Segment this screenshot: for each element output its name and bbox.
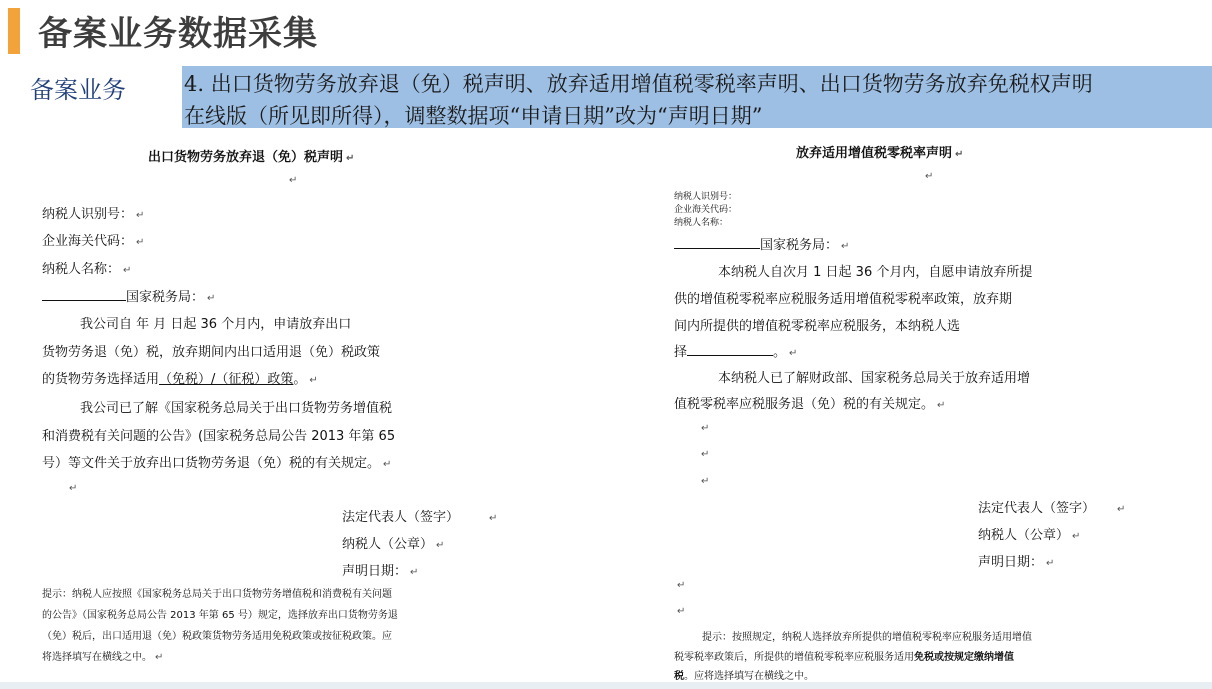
- bottom-rule: [0, 682, 1212, 689]
- right-taxpayer-name: 纳税人名称：: [674, 218, 729, 228]
- left-customs-code: 企业海关代码： ↵: [42, 234, 145, 249]
- right-heading: 放弃适用增值税零税率声明 ↵: [796, 146, 964, 161]
- right-taxpayer-id: 纳税人识别号：: [674, 192, 738, 202]
- left-p2-l2: 和消费税有关问题的公告》(国家税务总局公告 2013 年第 65: [42, 429, 396, 444]
- right-sig-date: 声明日期： ↵: [978, 555, 1055, 570]
- right-sig-rep: 法定代表人（签字） ↵: [978, 501, 1126, 516]
- right-customs-code: 企业海关代码：: [674, 205, 738, 215]
- right-sig-taxpayer: 纳税人（公章） ↵: [978, 528, 1081, 543]
- right-p2-l1: 本纳税人已了解财政部、国家税务总局关于放弃适用增: [718, 371, 1031, 386]
- left-sig-rep: 法定代表人（签字） ↵: [342, 510, 498, 525]
- right-p1-l3: 间内所提供的增值税零税率应税服务，本纳税人选: [674, 319, 961, 334]
- page-title: 备案业务数据采集: [38, 14, 318, 54]
- left-tip-l3: （免）税后，出口适用退（免）税政策货物劳务适用免税政策或按征税政策。应: [42, 631, 392, 642]
- left-tip-l4: 将选择填写在横线之中。 ↵: [42, 652, 164, 663]
- right-declaration: 放弃适用增值税零税率声明 ↵ ↵ 纳税人识别号： 企业海关代码： 纳税人名称： 国家税务局： ↵ 本纳税人自次月 1 日起 36 个月内，自愿申请放弃所提 供的增值税零税率应税服务适用增值税零税率政策，放弃期 间内所提供的增值税零税率应税服务，本纳税人选 择 。 ↵ 本纳税人已了解财政部、国家税务总局关于放弃适用增 值税零税率应税服务退（免）税的有关规定。 ↵ ↵ ↵ ↵ 法定代表人（签字） ↵ 纳税人（公章） ↵ 声明日期： ↵ ↵ ↵ 提示：按照规定，纳税人选择放弃所提供的增值税零税率应税服务适用增值 税零税率政策后，所提供的增值税零税率应税服务适用免税或按规定缴纳增值 税。应将选择填写在横线之中。: [0, 0, 1212, 689]
- left-taxpayer-id: 纳税人识别号： ↵: [42, 207, 145, 222]
- left-p1-l3: 的货物劳务选择适用（免税）/（征税）政策。 ↵: [42, 372, 318, 387]
- right-p1-l2: 供的增值税零税率应税服务适用增值税零税率政策，放弃期: [674, 292, 1013, 307]
- left-declaration: 出口货物劳务放弃退（免）税声明 ↵ ↵ 纳税人识别号： ↵ 企业海关代码： ↵ 纳税人名称： ↵ 国家税务局： ↵ 我公司自 年 月 日起 36 个月内，申请放弃出口 货物劳务退（免）税，放弃期间内出口适用退（免）税政策 的货物劳务选择适用（免税）/（征税）政策。 ↵ 我公司已了解《国家税务总局关于出口货物劳务增值税 和消费税有关问题的公告》(国家税务总局公告 2013 年第 65 号）等文件关于放弃出口货物劳务退（免）税的有关规定。 ↵ ↵ 法定代表人（签字） ↵ 纳税人（公章） ↵ 声明日期： ↵ 提示：纳税人应按照《国家税务总局关于出口货物劳务增值税和消费税有关问题 的公告》（国家税务总局公告 2013 年第 65 号）规定，选择放弃出口货物劳务退 （免）税后，出口适用退（免）税政策货物劳务适用免税政策或按征税政策。应 将选择填写在横线之中。 ↵: [0, 0, 600, 689]
- section-label: 备案业务: [30, 76, 126, 104]
- note-line-1: 4. 出口货物劳务放弃退（免）税声明、放弃适用增值税零税率声明、出口货物劳务放弃免税权声明: [184, 72, 1093, 96]
- left-p2-l3: 号）等文件关于放弃出口货物劳务退（免）税的有关规定。 ↵: [42, 456, 392, 471]
- right-tip-l1: 提示：按照规定，纳税人选择放弃所提供的增值税零税率应税服务适用增值: [702, 632, 1032, 643]
- left-p1-l1: 我公司自 年 月 日起 36 个月内，申请放弃出口: [80, 317, 352, 332]
- left-sig-date: 声明日期： ↵: [342, 564, 419, 579]
- right-tip-l2: 税零税率政策后，所提供的增值税零税率应税服务适用免税或按规定缴纳增值: [674, 652, 1014, 663]
- note-line-2: 在线版（所见即所得），调整数据项“申请日期”改为“声明日期”: [184, 104, 763, 128]
- right-tip-l3: 税。应将选择填写在横线之中。: [674, 671, 814, 682]
- right-p2-l2: 值税零税率应税服务退（免）税的有关规定。 ↵: [674, 397, 946, 412]
- left-p2-l1: 我公司已了解《国家税务总局关于出口货物劳务增值税: [80, 401, 393, 416]
- left-p1-l2: 货物劳务退（免）税，放弃期间内出口适用退（免）税政策: [42, 345, 381, 360]
- right-bureau: 国家税务局： ↵: [674, 234, 849, 253]
- left-tip-l1: 提示：纳税人应按照《国家税务总局关于出口货物劳务增值税和消费税有关问题: [42, 589, 392, 600]
- left-taxpayer-name: 纳税人名称： ↵: [42, 262, 132, 277]
- left-bureau: 国家税务局： ↵: [42, 286, 215, 305]
- left-heading: 出口货物劳务放弃退（免）税声明 ↵: [148, 150, 355, 165]
- right-p1-l4: 择 。 ↵: [674, 345, 798, 360]
- right-p1-l1: 本纳税人自次月 1 日起 36 个月内，自愿申请放弃所提: [718, 265, 1033, 280]
- left-tip-l2: 的公告》（国家税务总局公告 2013 年第 65 号）规定，选择放弃出口货物劳务退: [42, 610, 398, 621]
- left-sig-taxpayer: 纳税人（公章） ↵: [342, 537, 445, 552]
